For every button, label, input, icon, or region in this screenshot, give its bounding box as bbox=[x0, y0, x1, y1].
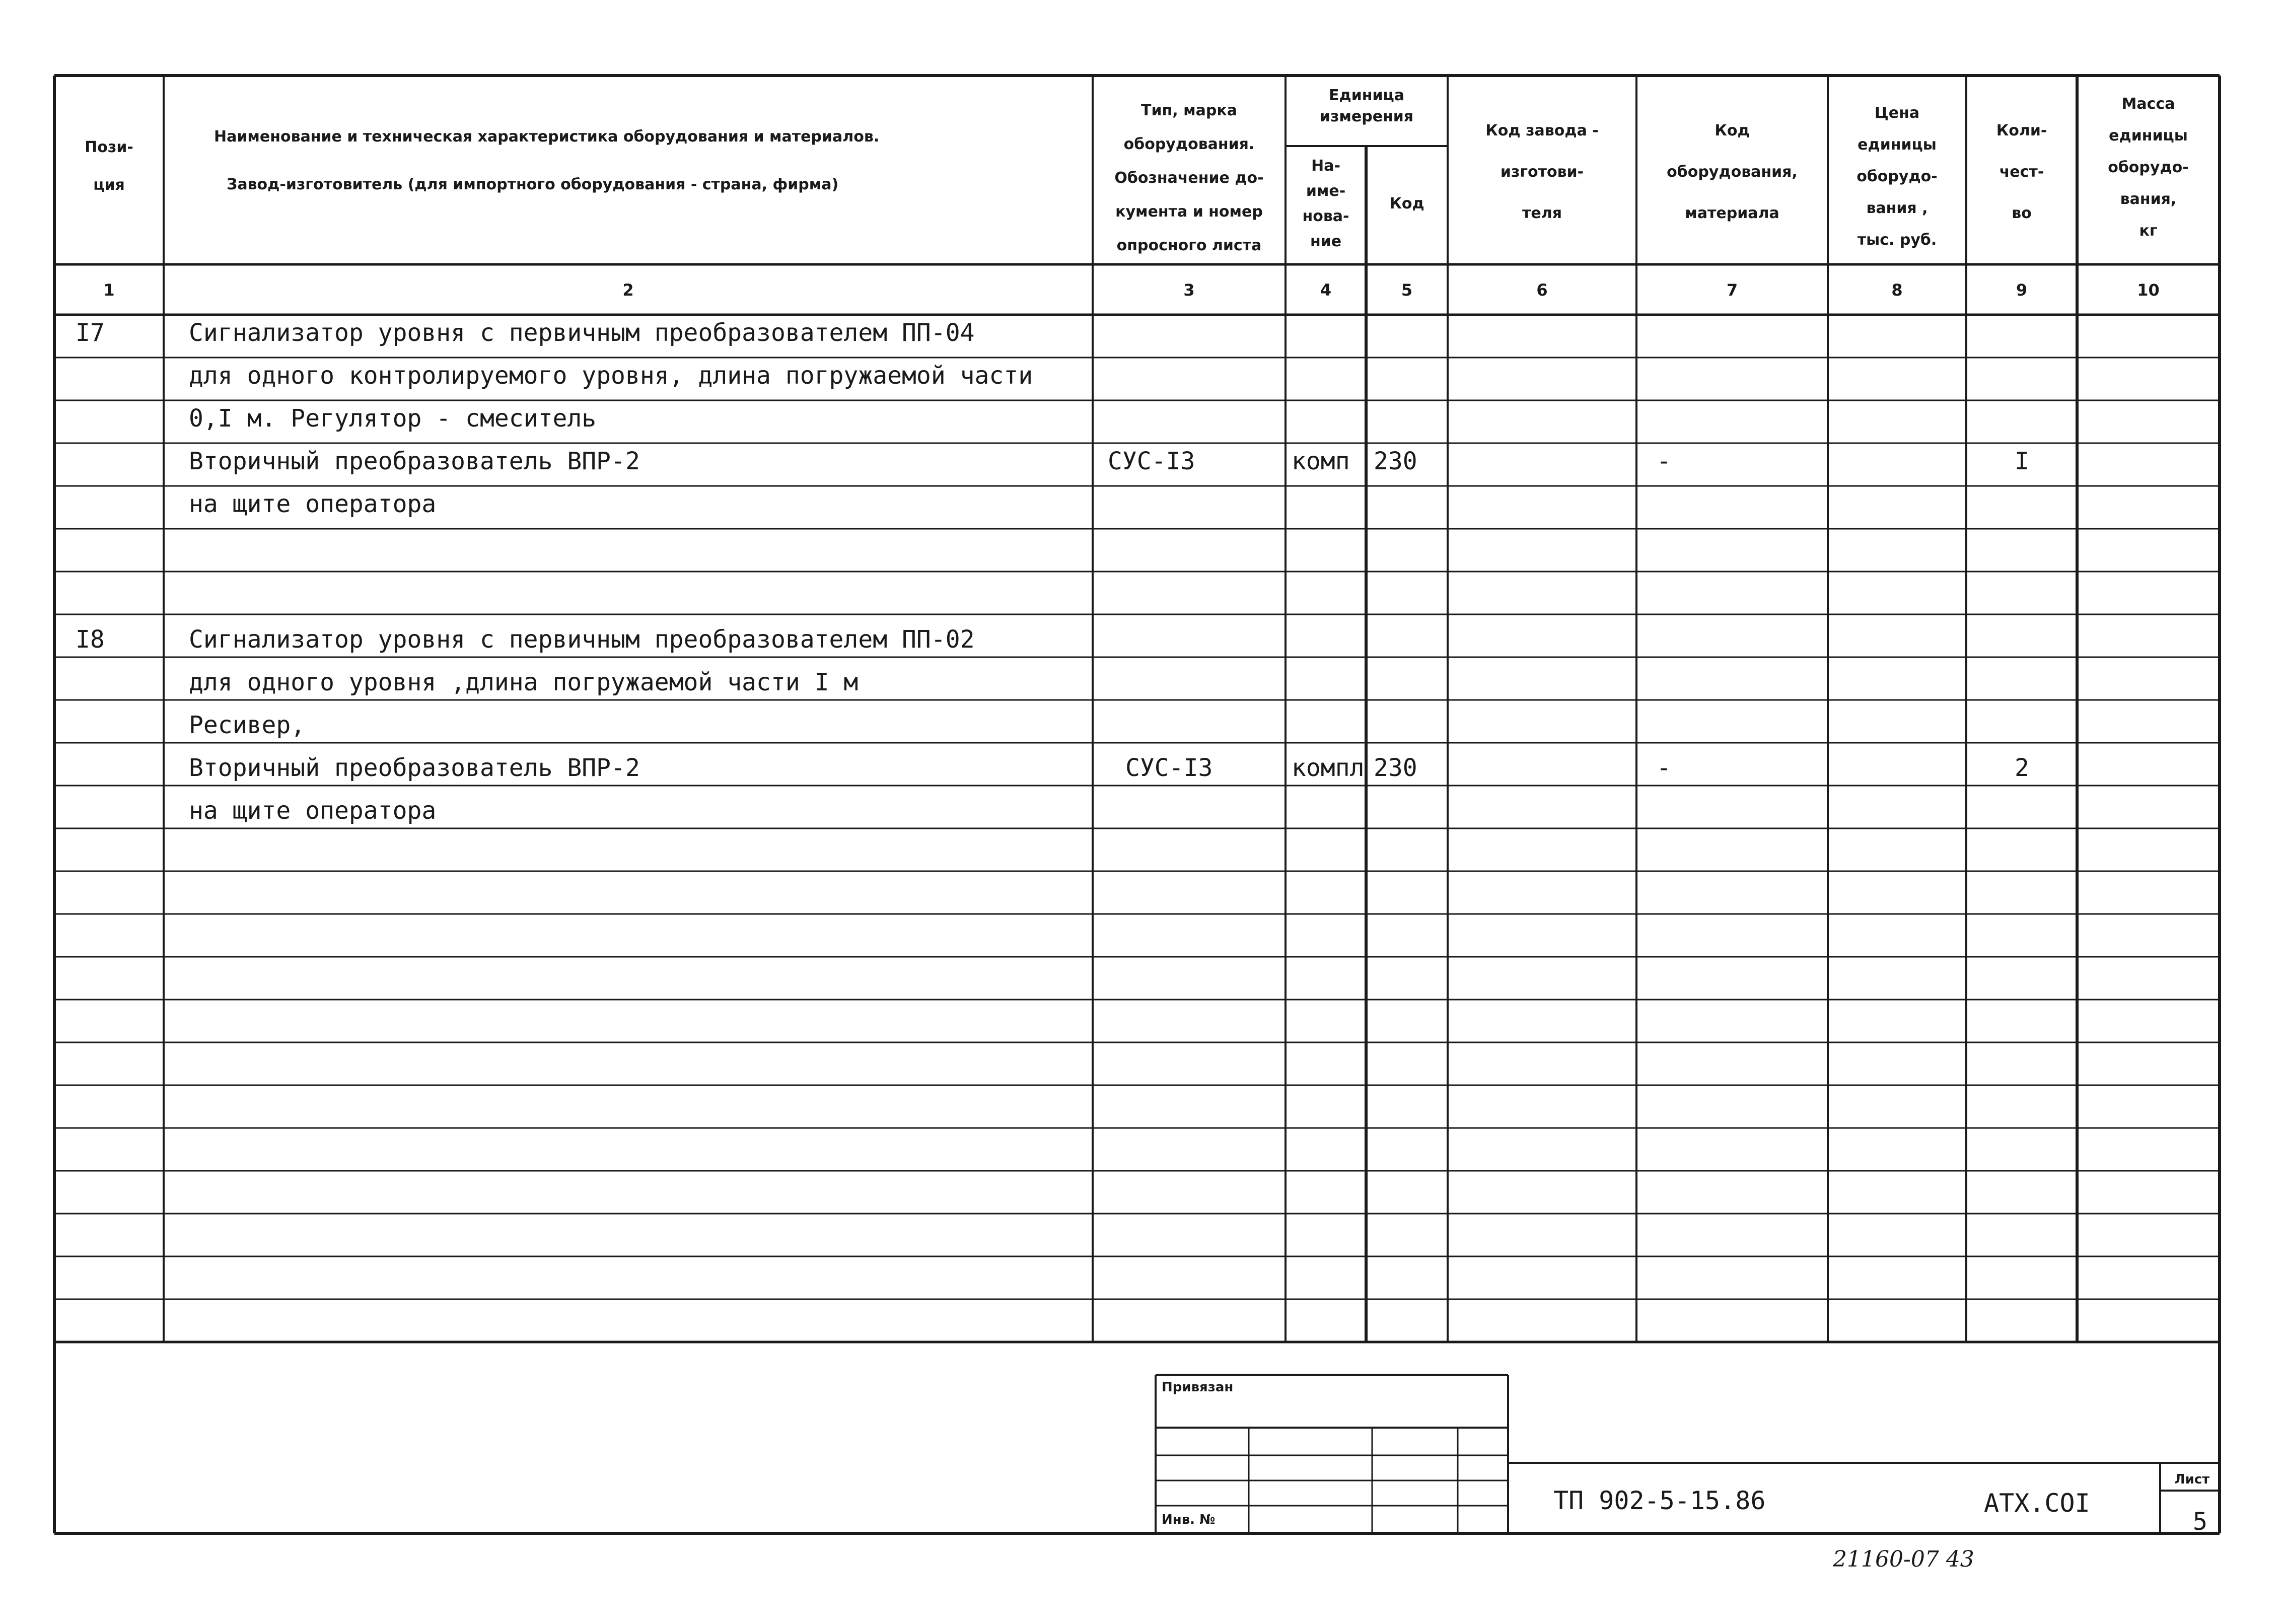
header-equipment-code: Код bbox=[1715, 122, 1750, 139]
header-unit-mass: кг bbox=[2139, 222, 2158, 240]
header-unit-mass: вания, bbox=[2120, 190, 2177, 208]
item-name: Сигнализатор уровня с первичным преобразователем ПП-02 bbox=[189, 625, 975, 654]
header-unit-price: тыс. руб. bbox=[1857, 231, 1937, 249]
column-number: 1 bbox=[103, 280, 115, 300]
item-name: для одного уровня ,длина погружаемой части I м bbox=[189, 668, 859, 696]
item-quantity: 2 bbox=[2015, 754, 2029, 782]
item-name: для одного контролируемого уровня, длина погружаемой части bbox=[189, 362, 1033, 390]
column-number: 8 bbox=[1891, 280, 1903, 300]
document-code: АТХ.СОI bbox=[1984, 1489, 2090, 1518]
header-unit-code: Код bbox=[1389, 195, 1424, 213]
header-equipment-code: материала bbox=[1685, 204, 1779, 222]
column-number: 4 bbox=[1320, 280, 1332, 300]
position-number: I7 bbox=[76, 319, 105, 347]
sheet-label: Лист bbox=[2174, 1472, 2210, 1487]
linked-label: Привязан bbox=[1162, 1380, 1234, 1395]
header-unit-price: Цена bbox=[1874, 104, 1920, 122]
inventory-label: Инв. № bbox=[1162, 1512, 1216, 1527]
item-unit-code: 230 bbox=[1374, 754, 1417, 782]
header-type: оборудования. bbox=[1123, 135, 1255, 153]
column-number: 7 bbox=[1726, 280, 1738, 300]
header-type: опросного листа bbox=[1116, 237, 1262, 254]
column-number: 6 bbox=[1536, 280, 1548, 300]
header-unit-mass: единицы bbox=[2109, 127, 2188, 145]
header-unit-price: вания , bbox=[1866, 199, 1928, 217]
item-name: Вторичный преобразователь ВПР-2 bbox=[189, 754, 640, 782]
header-quantity: чест- bbox=[1999, 163, 2044, 181]
item-name: 0,I м. Регулятор - смеситель bbox=[189, 404, 597, 433]
header-unit-name: име- bbox=[1306, 182, 1346, 200]
header-name: Наименование и техническая характеристика оборудования и материалов. bbox=[214, 128, 880, 146]
header-quantity: во bbox=[2012, 204, 2032, 222]
column-number: 10 bbox=[2137, 280, 2160, 300]
position-number: I8 bbox=[76, 625, 105, 654]
item-name: на щите оператора bbox=[189, 490, 437, 518]
header-type: кумента и номер bbox=[1115, 203, 1263, 221]
header-plant-code: теля bbox=[1522, 204, 1562, 222]
header-plant-code: изготови- bbox=[1500, 163, 1584, 181]
header-type: Тип, марка bbox=[1141, 102, 1237, 119]
header-plant: Завод-изготовитель (для импортного оборудования - страна, фирма) bbox=[227, 176, 839, 193]
header-unit-name: ние bbox=[1310, 233, 1342, 250]
item-name: Вторичный преобразователь ВПР-2 bbox=[189, 447, 640, 475]
header-position: ция bbox=[93, 176, 125, 194]
header-position: Пози- bbox=[85, 138, 133, 156]
item-unit: компл bbox=[1292, 754, 1365, 782]
document-designation: ТП 902-5-15.86 bbox=[1553, 1486, 1766, 1515]
header-unit-price: оборудо- bbox=[1857, 168, 1938, 185]
header-plant-code: Код завода - bbox=[1485, 122, 1599, 139]
item-equipment-code: - bbox=[1657, 754, 1671, 782]
header-unit-mass: Масса bbox=[2121, 95, 2175, 113]
header-unit-price: единицы bbox=[1858, 136, 1937, 154]
item-name: Сигнализатор уровня с первичным преобразователем ПП-04 bbox=[189, 319, 975, 347]
item-equipment-code: - bbox=[1657, 447, 1671, 475]
item-name: на щите оператора bbox=[189, 797, 437, 825]
item-type: СУС-I3 bbox=[1108, 447, 1195, 475]
item-type: СУС-I3 bbox=[1125, 754, 1213, 782]
archive-number: 21160-07 43 bbox=[1833, 1546, 1974, 1572]
item-unit-code: 230 bbox=[1374, 447, 1417, 475]
header-unit-name: На- bbox=[1311, 157, 1340, 175]
column-number: 5 bbox=[1401, 280, 1413, 300]
item-unit: комп bbox=[1292, 447, 1350, 475]
header-unit-name: нова- bbox=[1302, 207, 1349, 225]
header-unit-group: Единица bbox=[1329, 87, 1404, 104]
item-name: Ресивер, bbox=[189, 711, 306, 739]
item-quantity: I bbox=[2015, 447, 2029, 475]
header-unit-mass: оборудо- bbox=[2108, 159, 2189, 176]
column-number: 3 bbox=[1183, 280, 1195, 300]
sheet-number: 5 bbox=[2193, 1508, 2207, 1536]
column-number: 2 bbox=[622, 280, 634, 300]
header-equipment-code: оборудования, bbox=[1667, 163, 1798, 181]
column-number: 9 bbox=[2016, 280, 2028, 300]
header-type: Обозначение до- bbox=[1114, 169, 1264, 187]
header-unit-group: измерения bbox=[1319, 108, 1414, 125]
header-quantity: Коли- bbox=[1996, 122, 2047, 139]
